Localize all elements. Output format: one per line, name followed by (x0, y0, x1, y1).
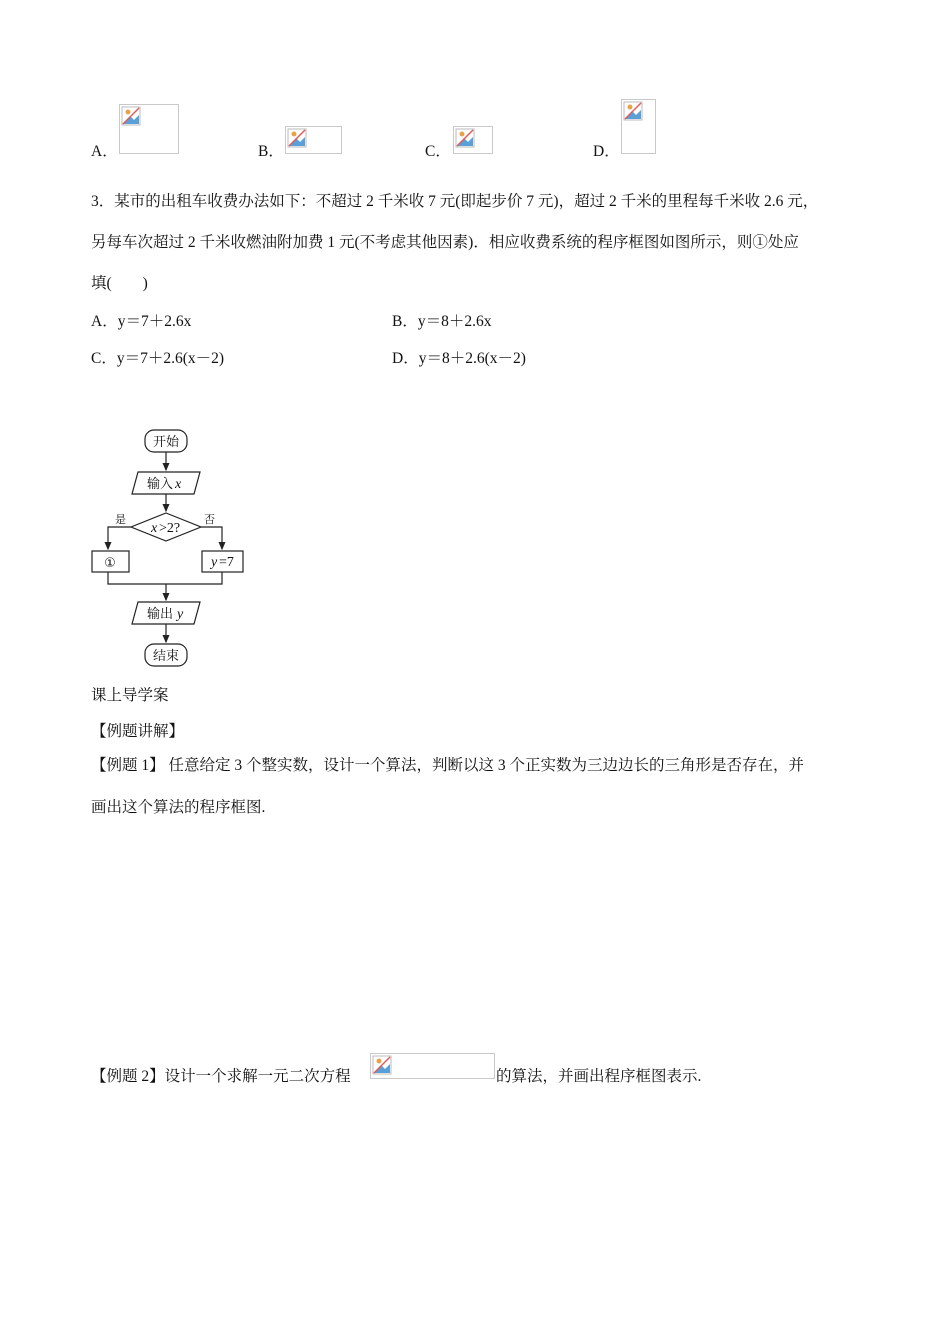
option-a-image (119, 104, 179, 154)
choice-b: B．y＝8＋2.6x (392, 313, 492, 330)
condition-text: >2? (159, 521, 181, 536)
option-d-image (621, 99, 656, 154)
question-3-line-2: 另每车次超过 2 千米收燃油附加费 1 元(不考虑其他因素)．相应收费系统的程序框图如图所示，则①处应 (91, 234, 799, 251)
broken-image-icon (286, 127, 308, 149)
process-right-var: y (211, 555, 218, 570)
yes-label: 是 (115, 513, 126, 526)
option-b-label: B． (258, 143, 284, 160)
condition-var: x (151, 521, 158, 536)
question-3-line-3: 填( ) (91, 275, 148, 292)
input-text: 输入 (147, 477, 174, 492)
broken-image-icon (371, 1054, 393, 1076)
choice-d: D．y＝8＋2.6(x－2) (392, 350, 526, 367)
process-right-text: =7 (219, 555, 234, 570)
option-c-image (453, 126, 493, 154)
section-title: 课上导学案 (91, 687, 169, 704)
choice-c: C．y＝7＋2.6(x－2) (91, 350, 225, 367)
option-d-label: D． (593, 143, 620, 160)
section-subtitle: 【例题讲解】 (91, 723, 185, 740)
flowchart (85, 425, 255, 675)
process-left-text: ① (104, 556, 116, 571)
question-3-line-1: 3．某市的出租车收费办法如下：不超过 2 千米收 7 元(即起步价 7 元)，超过 2 千米的里程每千米收 2.6 元， (91, 193, 819, 210)
no-label: 否 (204, 513, 215, 526)
end-text: 结束 (152, 649, 180, 664)
example-2-after: 的算法，并画出程序框图表示. (496, 1068, 702, 1085)
broken-image-icon (120, 105, 142, 127)
broken-image-icon (622, 100, 644, 122)
option-c-label: C． (425, 143, 451, 160)
option-b-image (285, 126, 342, 154)
input-var: x (175, 477, 182, 492)
option-a-label: A． (91, 143, 118, 160)
example-2-before: 【例题 2】设计一个求解一元二次方程 (91, 1068, 351, 1085)
start-text: 开始 (152, 435, 180, 450)
broken-image-icon (454, 127, 476, 149)
output-var: y (177, 607, 184, 622)
output-text: 输出 (147, 607, 174, 622)
example-1-line-1: 【例题 1】 任意给定 3 个整实数，设计一个算法，判断以这 3 个正实数为三边边长的三角形是否存在，并 (91, 757, 805, 774)
example-1-line-2: 画出这个算法的程序框图. (91, 799, 266, 816)
equation-image (370, 1053, 495, 1079)
choice-a: A．y＝7＋2.6x (91, 313, 192, 330)
